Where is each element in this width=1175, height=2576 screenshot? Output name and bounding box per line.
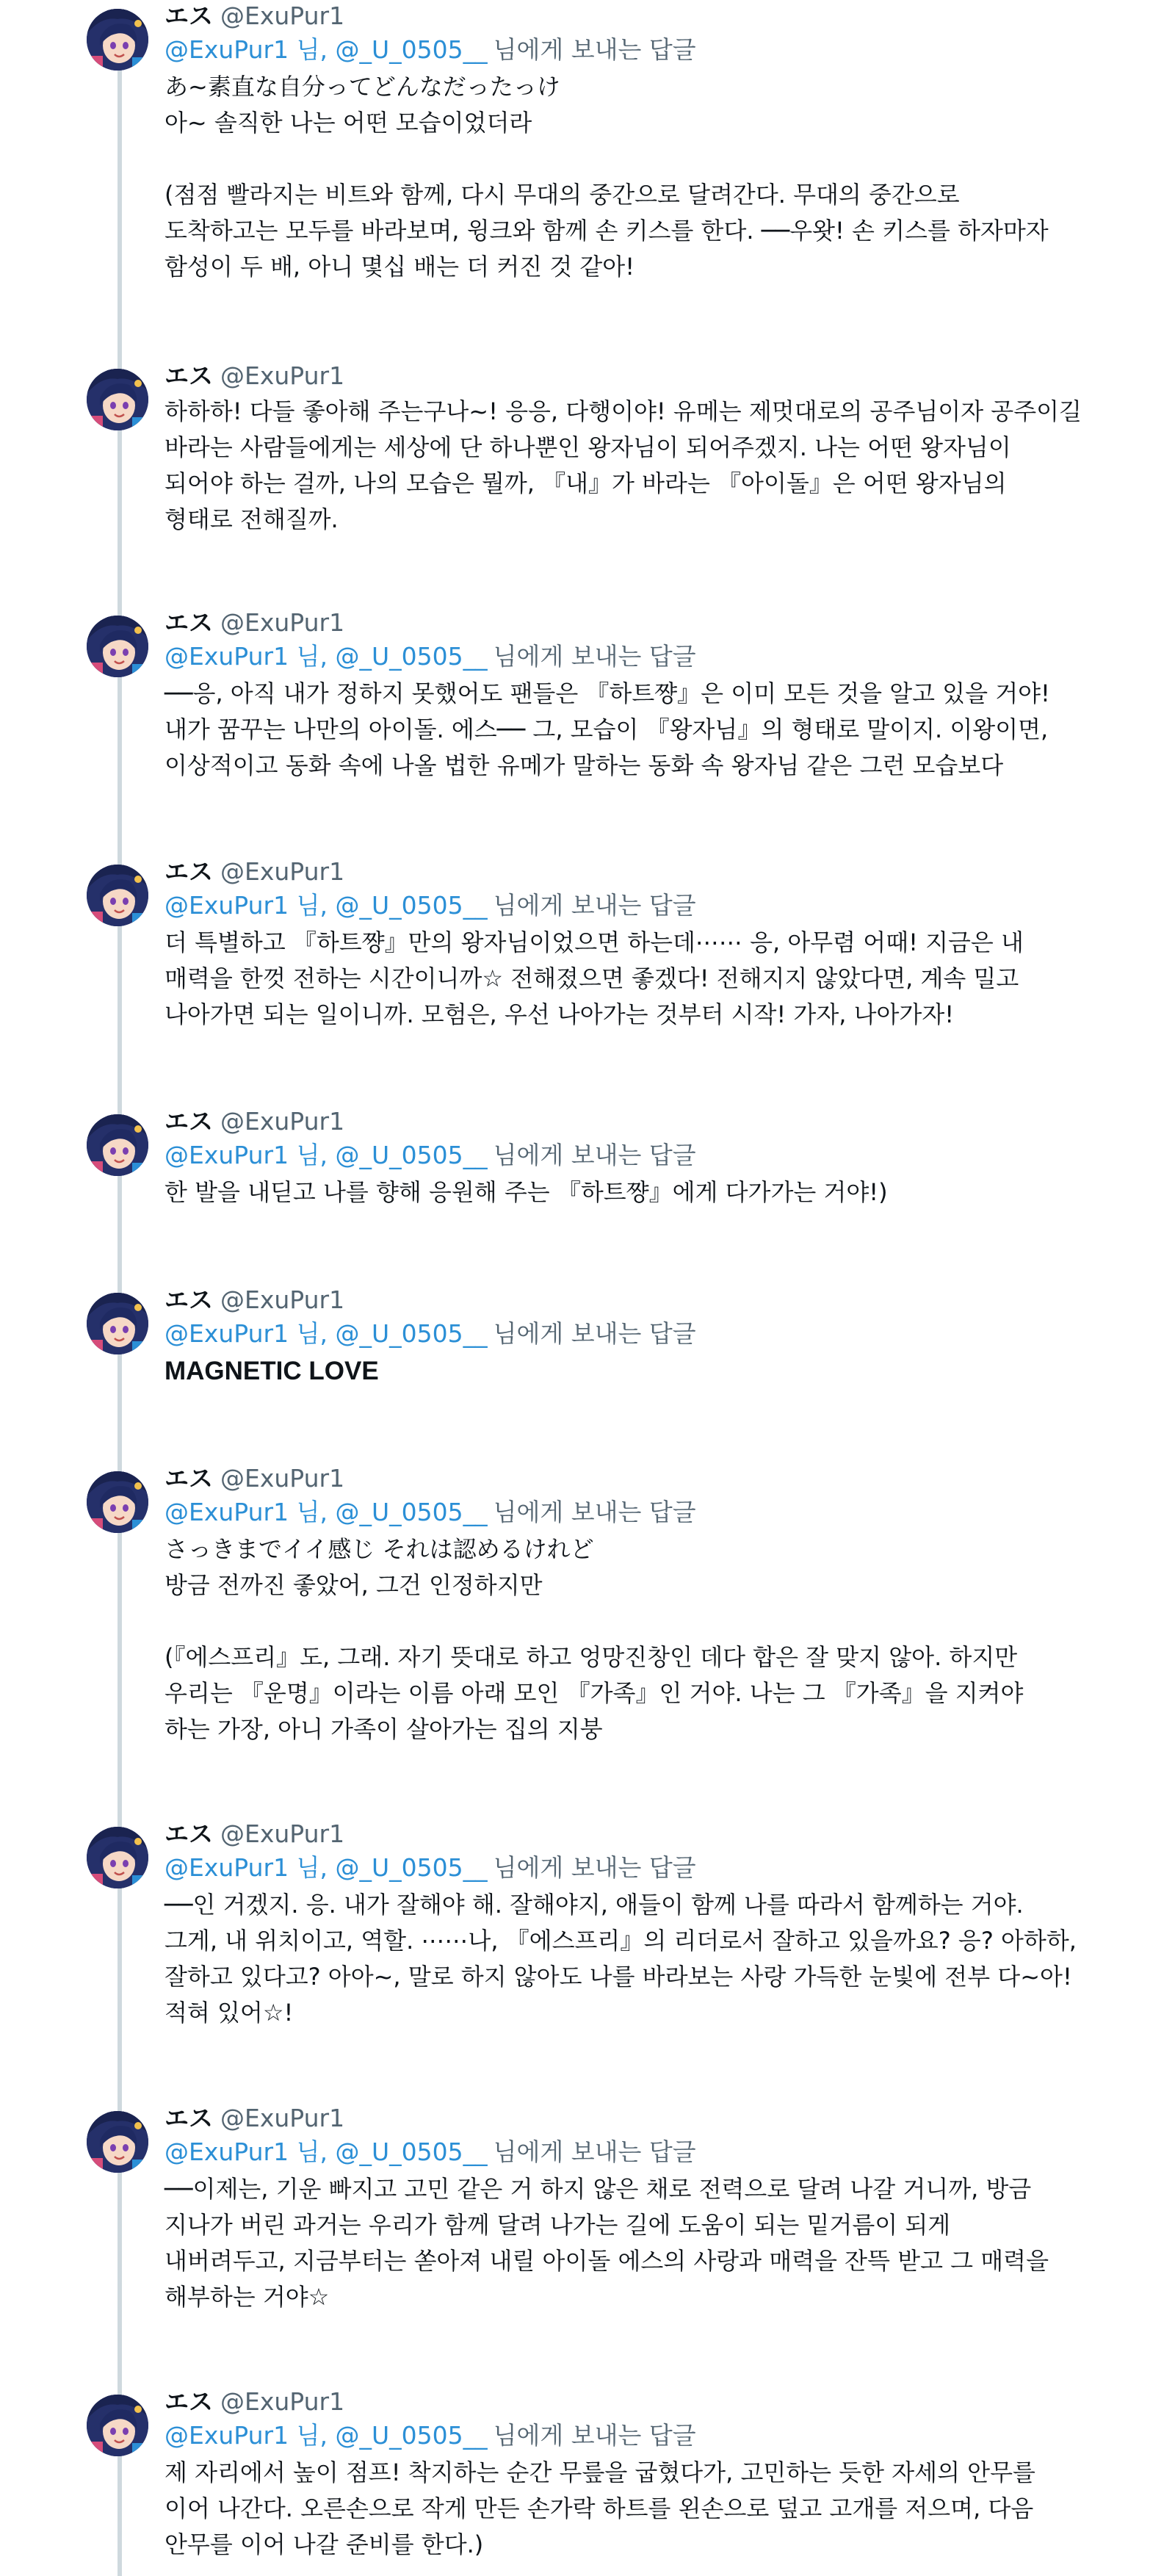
reply-users-link[interactable]: @ExuPur1 님, @_U_0505__: [164, 1498, 488, 1526]
tweet-header: [164, 2386, 1119, 2418]
avatar-image: [87, 2111, 148, 2173]
tweet-header: [164, 1818, 1119, 1850]
display-name[interactable]: エス: [164, 1107, 213, 1136]
tweet-content: [164, 0, 1119, 285]
tweet-text: 제 자리에서 높이 점프! 착지하는 순간 무릎을 굽혔다가, 고민하는 듯한 자세의 안무를 이어 나간다. 오른손으로 작게 만든 손가락 하트를 왼손으로 덮고 고개를 저으며, 다음 안무를 이어 나갈 준비를 한다.): [164, 2458, 1035, 2558]
reply-context: [164, 1138, 1119, 1173]
avatar-image: [87, 369, 148, 430]
avatar-image: [87, 865, 148, 926]
tweet-header: [164, 1462, 1119, 1495]
user-handle[interactable]: @ExuPur1: [220, 2387, 345, 2416]
reply-users-link[interactable]: @ExuPur1 님, @_U_0505__: [164, 35, 488, 64]
avatar[interactable]: [87, 2111, 148, 2173]
user-handle[interactable]: @ExuPur1: [220, 1, 345, 30]
user-handle[interactable]: @ExuPur1: [220, 1464, 345, 1493]
reply-suffix: 님에게 보내는 답글: [493, 891, 696, 920]
reply-context: [164, 1316, 1119, 1352]
avatar[interactable]: [87, 1471, 148, 1533]
tweet-text: MAGNETIC LOVE: [164, 1357, 379, 1385]
tweet-header: [164, 607, 1119, 639]
tweet-text: ──이제는, 기운 빠지고 고민 같은 거 하지 않은 채로 전력으로 달려 나갈 거니까, 방금 지나가 버린 과거는 우리가 함께 달려 나가는 길에 도움이 되는 밑거름이 되게 내버려두고, 지금부터는 쏟아져 내릴 아이돌 에스의 사랑과 매력을 잔뜩 받고 그 매력을 해부하는 거야☆: [164, 2175, 1049, 2311]
display-name[interactable]: エス: [164, 1819, 213, 1848]
tweet-content: [164, 1462, 1119, 1747]
avatar[interactable]: [87, 369, 148, 430]
avatar[interactable]: [87, 1827, 148, 1888]
reply-suffix: 님에게 보내는 답글: [493, 2421, 696, 2450]
reply-suffix: 님에게 보내는 답글: [493, 1498, 696, 1526]
display-name[interactable]: エス: [164, 2104, 213, 2132]
user-handle[interactable]: @ExuPur1: [220, 1107, 345, 1136]
avatar-image: [87, 1827, 148, 1888]
display-name[interactable]: エス: [164, 1285, 213, 1314]
reply-users-link[interactable]: @ExuPur1 님, @_U_0505__: [164, 2137, 488, 2166]
tweet-content: [164, 607, 1119, 784]
tweet-header: [164, 360, 1119, 392]
tweet-text: ──인 거겠지. 응. 내가 잘해야 해. 잘해야지, 애들이 함께 나를 따라서 함께하는 거야. 그게, 내 위치이고, 역할. ⋯⋯나, 『에스프리』의 리더로서 잘하고 있을까요? 응? 아하하, 잘하고 있다고? 아아~, 말로 하지 않아도 나를 바라보는 사랑 가득한 눈빛에 전부 다~아! 적혀 있어☆!: [164, 1891, 1077, 2027]
avatar[interactable]: [87, 865, 148, 926]
display-name[interactable]: エス: [164, 1, 213, 30]
tweet-content: [164, 1105, 1119, 1211]
tweet-header: [164, 856, 1119, 888]
tweet-content: [164, 1818, 1119, 2031]
reply-context: [164, 1495, 1119, 1530]
user-handle[interactable]: @ExuPur1: [220, 857, 345, 886]
tweet-content: [164, 2102, 1119, 2315]
user-handle[interactable]: @ExuPur1: [220, 1285, 345, 1314]
reply-context: [164, 32, 1119, 68]
reply-suffix: 님에게 보내는 답글: [493, 642, 696, 671]
user-handle[interactable]: @ExuPur1: [220, 1819, 345, 1848]
tweet-text: 하하하! 다들 좋아해 주는구나~! 응응, 다행이야! 유메는 제멋대로의 공주님이자 공주이길 바라는 사람들에게는 세상에 단 하나뿐인 왕자님이 되어주겠지. 나는 어떤 왕자님이 되어야 하는 걸까, 나의 모습은 뭘까, 『내』가 바라는 『아이돌』은 어떤 왕자님의 형태로 전해질까.: [164, 397, 1082, 533]
avatar-image: [87, 2395, 148, 2456]
avatar-image: [87, 1471, 148, 1533]
avatar-image: [87, 616, 148, 677]
tweet-header: [164, 0, 1119, 32]
user-handle[interactable]: @ExuPur1: [220, 608, 345, 637]
display-name[interactable]: エス: [164, 608, 213, 637]
tweet-content: [164, 1284, 1119, 1389]
display-name[interactable]: エス: [164, 2387, 213, 2416]
display-name[interactable]: エス: [164, 361, 213, 390]
avatar[interactable]: [87, 1293, 148, 1354]
avatar-image: [87, 1293, 148, 1354]
avatar-image: [87, 1114, 148, 1176]
tweet-text: あ~素直な自分ってどんなだったっけ 아~ 솔직한 나는 어떤 모습이었더라 (점점 빨라지는 비트와 함께, 다시 무대의 중간으로 달려간다. 무대의 중간으로 도착하고는 모두를 바라보며, 윙크와 함께 손 키스를 한다. ──우왓! 손 키스를 하자마자 함성이 두 배, 아니 몇십 배는 더 커진 것 같아!: [164, 73, 1049, 281]
reply-users-link[interactable]: @ExuPur1 님, @_U_0505__: [164, 2421, 488, 2450]
tweet-content: [164, 2386, 1119, 2563]
tweet-text: 더 특별하고 『하트쨩』만의 왕자님이었으면 하는데⋯⋯ 응, 아무렴 어때! 지금은 내 매력을 한껏 전하는 시간이니까☆ 전해졌으면 좋겠다! 전해지지 않았다면, 계속 밀고 나아가면 되는 일이니까. 모험은, 우선 나아가는 것부터 시작! 가자, 나아가자!: [164, 928, 1024, 1028]
tweet-text: さっきまでイイ感じ それは認めるけれど 방금 전까진 좋았어, 그건 인정하지만 (『에스프리』도, 그래. 자기 뜻대로 하고 엉망진창인 데다 합은 잘 맞지 않아. 하지만 우리는 『운명』이라는 이름 아래 모인 『가족』인 거야. 나는 그 『가족』을 지켜야 하는 가장, 아니 가족이 살아가는 집의 지붕: [164, 1535, 1024, 1743]
reply-context: [164, 2135, 1119, 2170]
reply-context: [164, 2418, 1119, 2453]
tweet-header: [164, 1105, 1119, 1138]
reply-users-link[interactable]: @ExuPur1 님, @_U_0505__: [164, 1853, 488, 1882]
avatar[interactable]: [87, 9, 148, 71]
reply-users-link[interactable]: @ExuPur1 님, @_U_0505__: [164, 1319, 488, 1348]
reply-users-link[interactable]: @ExuPur1 님, @_U_0505__: [164, 642, 488, 671]
reply-suffix: 님에게 보내는 답글: [493, 1141, 696, 1169]
reply-context: [164, 888, 1119, 923]
display-name[interactable]: エス: [164, 857, 213, 886]
tweet-content: [164, 856, 1119, 1033]
tweet-header: [164, 1284, 1119, 1316]
reply-suffix: 님에게 보내는 답글: [493, 1319, 696, 1348]
avatar[interactable]: [87, 1114, 148, 1176]
avatar-image: [87, 9, 148, 71]
reply-suffix: 님에게 보내는 답글: [493, 1853, 696, 1882]
tweet-content: [164, 360, 1119, 538]
reply-suffix: 님에게 보내는 답글: [493, 35, 696, 64]
tweet-text: ──응, 아직 내가 정하지 못했어도 팬들은 『하트쨩』은 이미 모든 것을 알고 있을 거야! 내가 꿈꾸는 나만의 아이돌. 에스── 그, 모습이 『왕자님』의 형태로 말이지. 이왕이면, 이상적이고 동화 속에 나올 법한 유메가 말하는 동화 속 왕자님 같은 그런 모습보다: [164, 679, 1050, 779]
display-name[interactable]: エス: [164, 1464, 213, 1493]
reply-context: [164, 1850, 1119, 1886]
reply-users-link[interactable]: @ExuPur1 님, @_U_0505__: [164, 891, 488, 920]
tweet-text: 한 발을 내딛고 나를 향해 응원해 주는 『하트쨩』에게 다가가는 거야!): [164, 1178, 888, 1206]
reply-suffix: 님에게 보내는 답글: [493, 2137, 696, 2166]
reply-context: [164, 639, 1119, 674]
user-handle[interactable]: @ExuPur1: [220, 2104, 345, 2132]
avatar[interactable]: [87, 616, 148, 677]
avatar[interactable]: [87, 2395, 148, 2456]
tweet-header: [164, 2102, 1119, 2135]
reply-users-link[interactable]: @ExuPur1 님, @_U_0505__: [164, 1141, 488, 1169]
user-handle[interactable]: @ExuPur1: [220, 361, 345, 390]
